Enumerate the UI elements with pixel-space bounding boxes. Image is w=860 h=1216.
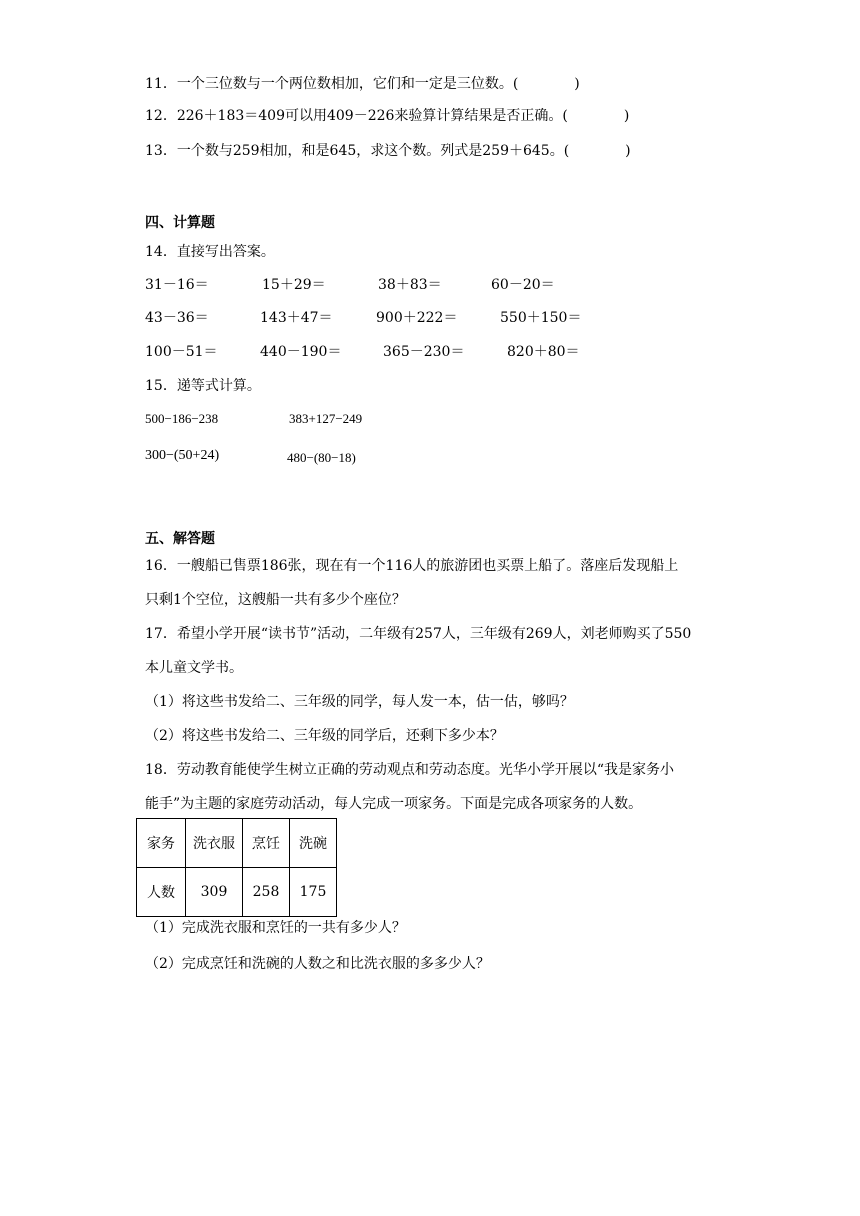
question-18-line-2: 能手”为主题的家庭劳动活动，每人完成一项家务。下面是完成各项家务的人数。 [145, 796, 643, 812]
oral-item: 43－36＝ [145, 310, 209, 326]
section-5-title: 五、解答题 [145, 531, 215, 547]
question-16-line-1: 16．一艘船已售票186张，现在有一个116人的旅游团也买票上船了。落座后发现船上 [145, 558, 679, 574]
question-17-sub-1: （1）将这些书发给二、三年级的同学，每人发一本，估一估，够吗？ [145, 694, 574, 710]
table-cell: 人数 [137, 868, 186, 917]
table-cell: 175 [290, 868, 337, 917]
question-13: 13．一个数与259相加，和是645，求这个数。列式是259＋645。( ) [145, 143, 631, 159]
table-row [137, 868, 337, 917]
question-14: 14．直接写出答案。 [145, 244, 275, 260]
table-row [137, 819, 337, 868]
table-cell: 258 [243, 868, 290, 917]
section-4-title: 四、计算题 [145, 215, 215, 231]
step-expression: 383+127−249 [289, 411, 363, 426]
oral-item: 365－230＝ [383, 344, 465, 360]
oral-item: 820＋80＝ [507, 344, 580, 360]
question-18-sub-2: （2）完成烹饪和洗碗的人数之和比洗衣服的多多少人？ [145, 956, 490, 972]
table-cell: 烹饪 [243, 819, 290, 868]
oral-item: 900＋222＝ [376, 310, 458, 326]
oral-item: 550＋150＝ [500, 310, 582, 326]
table-cell: 309 [186, 868, 243, 917]
oral-item: 100－51＝ [145, 344, 218, 360]
question-17-line-1: 17．希望小学开展“读书节”活动，二年级有257人，三年级有269人，刘老师购买了550 [145, 626, 692, 642]
table-cell: 家务 [137, 819, 186, 868]
question-12: 12．226＋183＝409可以用409－226来验算计算结果是否正确。( ) [145, 108, 630, 124]
oral-item: 60－20＝ [491, 277, 555, 293]
oral-item: 15＋29＝ [262, 277, 326, 293]
question-17-line-2: 本儿童文学书。 [145, 660, 243, 676]
oral-item: 143＋47＝ [260, 310, 333, 326]
question-17-sub-2: （2）将这些书发给二、三年级的同学后，还剩下多少本？ [145, 728, 504, 744]
question-11: 11．一个三位数与一个两位数相加，它们和一定是三位数。( ) [145, 76, 580, 92]
step-expression: 480−(80−18) [287, 450, 356, 465]
step-expression: 300−(50+24) [145, 448, 220, 463]
question-18-line-1: 18．劳动教育能使学生树立正确的劳动观点和劳动态度。光华小学开展以“我是家务小 [145, 762, 674, 778]
question-16-line-2: 只剩1个空位，这艘船一共有多少个座位？ [145, 592, 406, 608]
question-15: 15．递等式计算。 [145, 378, 261, 394]
oral-item: 440－190＝ [260, 344, 342, 360]
step-expression: 500−186−238 [145, 411, 219, 426]
oral-item: 38＋83＝ [378, 277, 442, 293]
table-cell: 洗衣服 [186, 819, 243, 868]
oral-item: 31－16＝ [145, 277, 209, 293]
table-cell: 洗碗 [290, 819, 337, 868]
chores-table [136, 818, 337, 917]
question-18-sub-1: （1）完成洗衣服和烹饪的一共有多少人？ [145, 920, 406, 936]
